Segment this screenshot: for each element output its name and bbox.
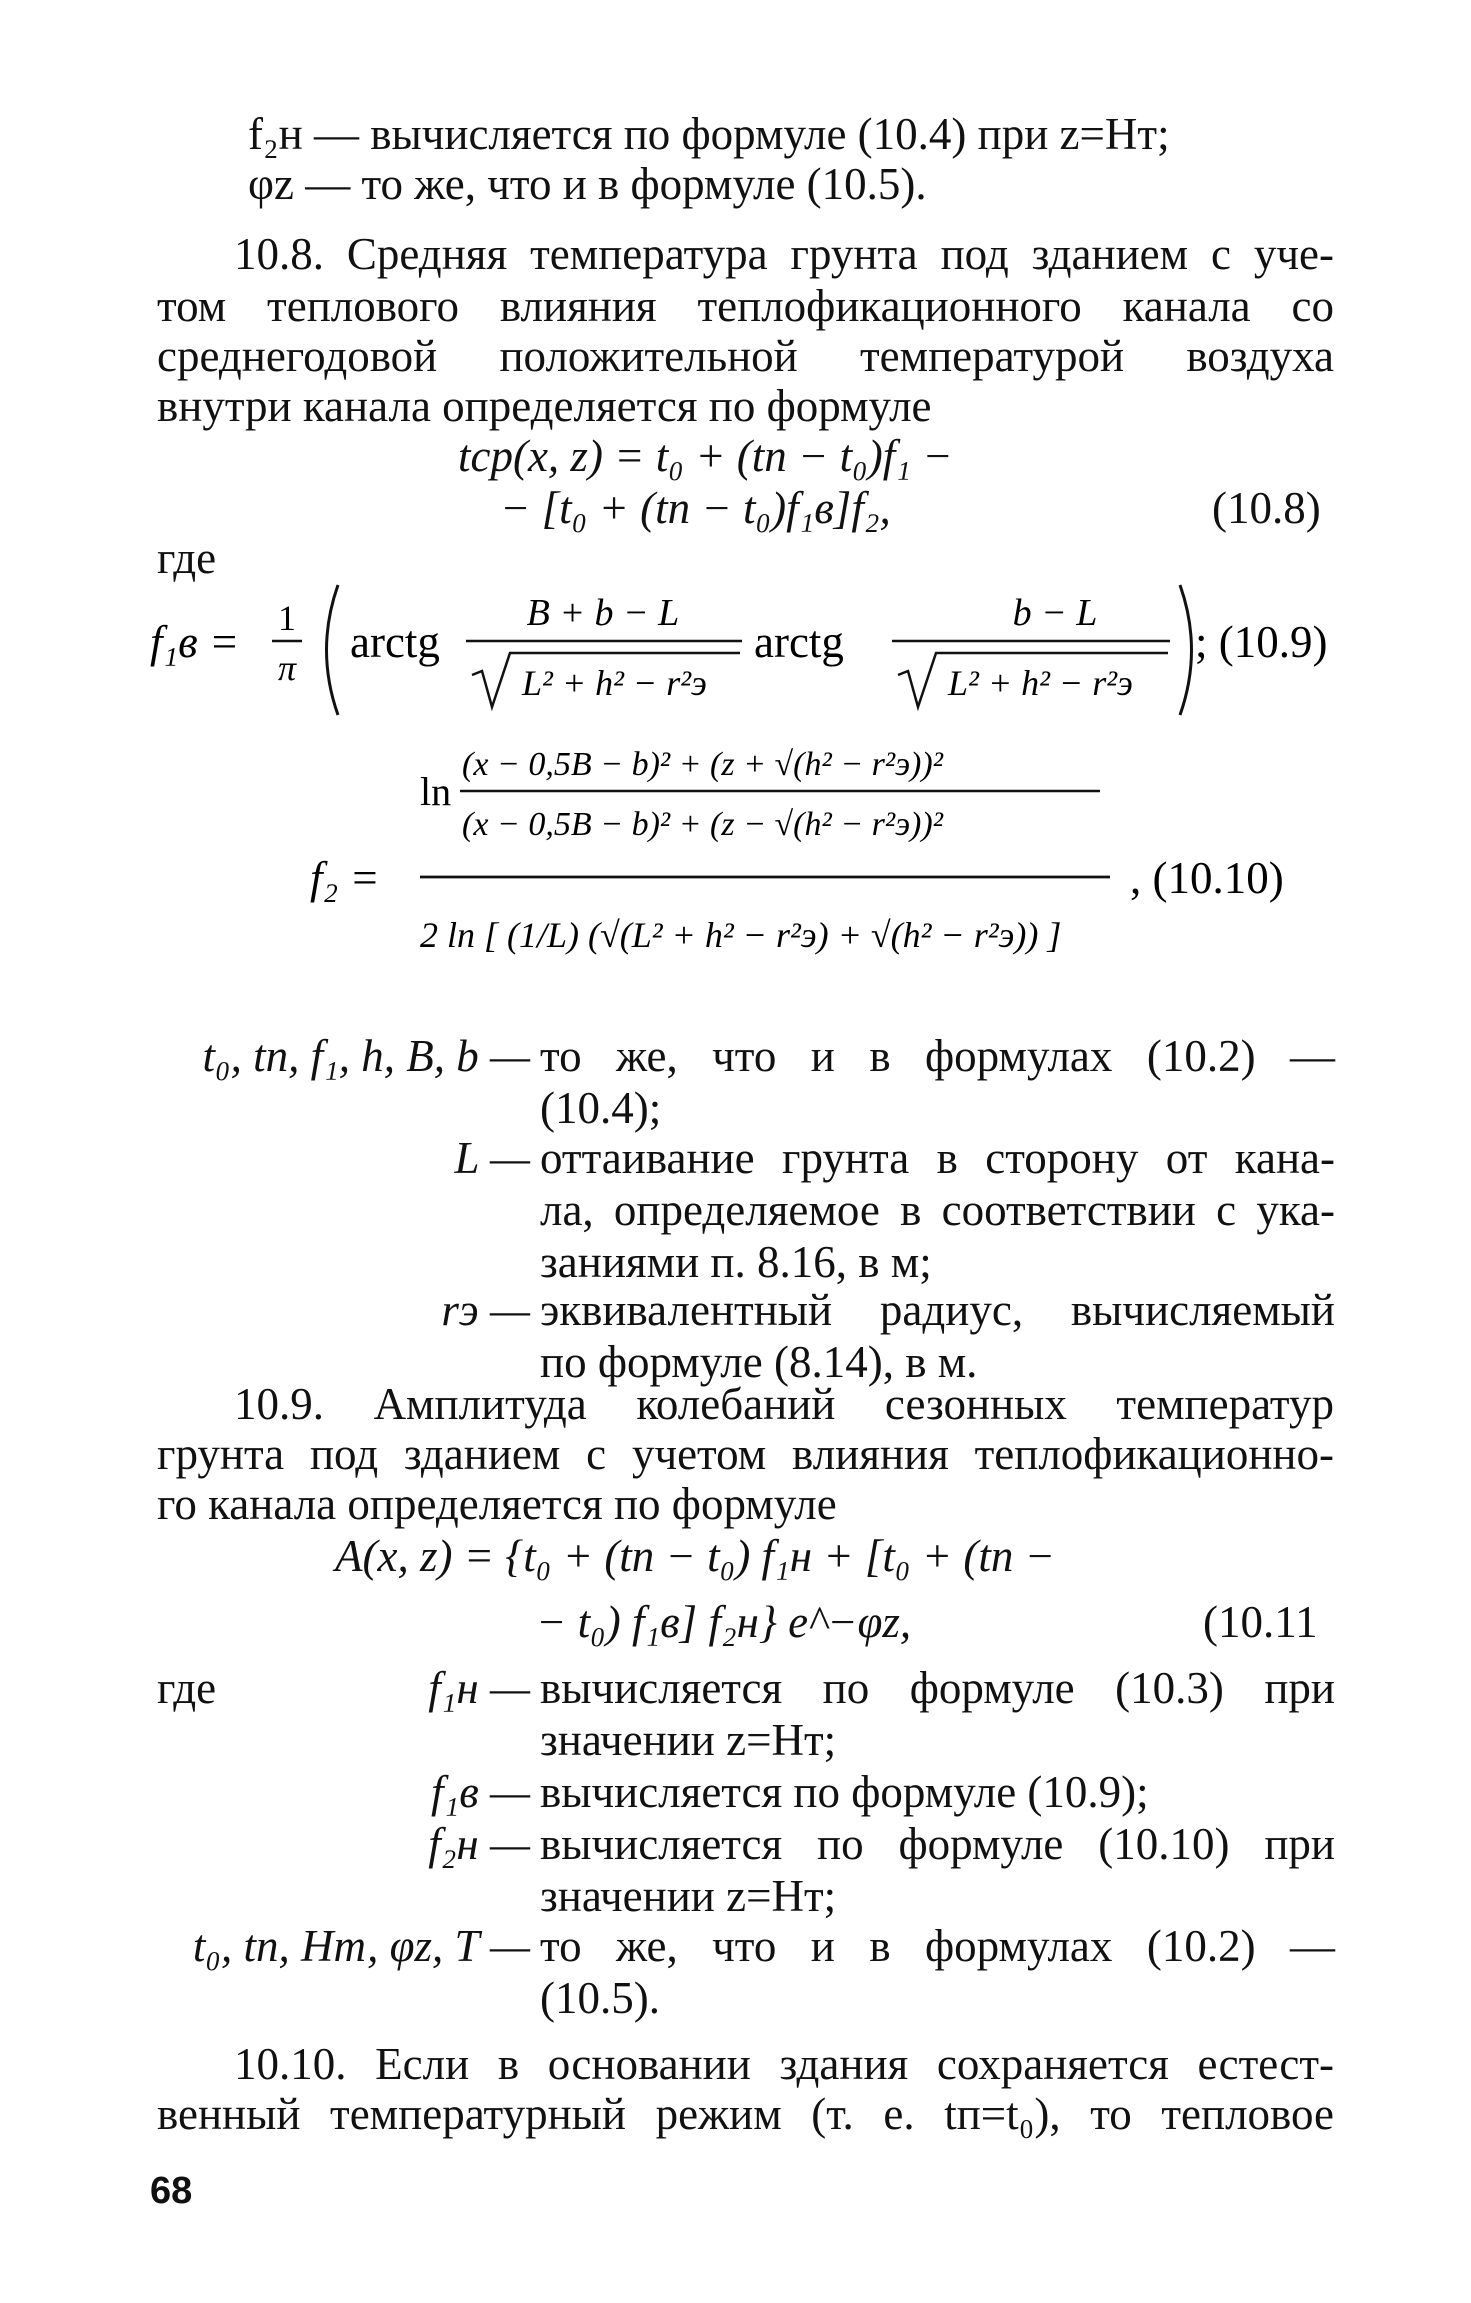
eq-10-10-denominator: 2 ln [ (1/L) (√(L² + h² − r²э) + √(h² − r²э)) ] <box>420 915 1062 955</box>
para-10-10-line-1: 10.10. Если в основании здания сохраняется естест- <box>234 2039 1334 2089</box>
def-symbol-r-e: rэ — <box>441 1285 530 1335</box>
eq-10-9-num-2: b − L <box>1012 592 1098 634</box>
eq-10-9-one: 1 <box>278 598 296 638</box>
def-text-f2n <box>540 1818 1335 1922</box>
def-text-f1n <box>540 1662 1335 1766</box>
page-number: 68 <box>150 2170 193 2212</box>
def-text-L <box>540 1132 1335 1288</box>
para-10-9-line-1: 10.9. Амплитуда колебаний сезонных температур <box>234 1379 1334 1429</box>
equation-number-10-8: (10.8) <box>1212 483 1321 533</box>
eq-10-10-lhs: f₂ = <box>310 853 380 903</box>
para-10-9-line-2: грунта под зданием с учетом влияния теплофикационно- <box>157 1429 1334 1479</box>
equation-10-11-line-1: A(x, z) = {t₀ + (tп − t₀) f₁н + [t₀ + (tп − <box>335 1531 1056 1581</box>
def-text-line: вычисляется по формуле (10.10) при <box>540 1819 1335 1869</box>
def-text-line: эквивалентный радиус, вычисляемый <box>540 1285 1335 1335</box>
para-10-10-line-2: венный температурный режим (т. е. tп=t₀), то тепловое <box>157 2089 1334 2139</box>
def-phi-z-line: φz — то же, что и в формуле (10.5). <box>248 159 927 209</box>
equation-number-10-9: ; (10.9) <box>1195 617 1328 667</box>
para-10-8-line-4: внутри канала определяется по формуле <box>157 381 932 431</box>
equation-10-9 <box>150 575 1350 725</box>
eq-10-9-den-2: L² + h² − r²э <box>948 663 1133 703</box>
eq-10-10-ln: ln <box>420 769 452 814</box>
def-text-line: (10.5). <box>540 1973 660 2023</box>
eq-10-9-arctg-2: arctg <box>754 617 844 667</box>
def-text-line: оттаивание грунта в сторону от кана- <box>540 1133 1335 1183</box>
eq-10-9-arctg-1: arctg <box>350 617 440 667</box>
def-symbol-f2n: f₂н — <box>428 1819 530 1869</box>
def-text-r-e <box>540 1284 1335 1388</box>
def-symbols-t0-tp-f1: t₀, tп, f₁, h, B, b — <box>202 1031 530 1081</box>
where-label-2: где <box>157 1663 217 1713</box>
eq-10-9-num-1: B + b − L <box>526 592 680 634</box>
def-text-line: значении z=Hт; <box>540 1871 837 1921</box>
equation-number-10-10: , (10.10) <box>1130 853 1284 903</box>
def-text-line: вычисляется по формуле (10.3) при <box>540 1663 1335 1713</box>
equation-number-10-11: (10.11 <box>1203 1597 1318 1647</box>
def-text-line: вычисляется по формуле (10.9); <box>540 1767 1149 1817</box>
def-text-line: заниями п. 8.16, в м; <box>540 1237 932 1287</box>
equation-10-8-line-1: tср(x, z) = t₀ + (tп − t₀)f₁ − <box>458 431 953 481</box>
def-text-line: то же, что и в формулах (10.2) — <box>540 1921 1335 1971</box>
para-10-8-line-3: среднегодовой положительной температурой воздуха <box>157 331 1334 381</box>
def-symbols-t0-tp-Ht: t₀, tп, Hт, φz, T — <box>192 1921 530 1971</box>
def-text-line: то же, что и в формулах (10.2) — <box>540 1031 1335 1081</box>
eq-10-9-lhs: f₁в = <box>150 617 240 667</box>
def-text-line: значении z=Hт; <box>540 1715 837 1765</box>
equation-10-8-line-2: − [t₀ + (tп − t₀)f₁в]f₂, <box>500 483 891 533</box>
para-10-8-line-2: том теплового влияния теплофикационного канала со <box>157 281 1334 331</box>
def-text-t0-tp-Ht <box>540 1920 1335 2024</box>
equation-10-11-line-2: − t₀) f₁в] f₂н} e^−φz, <box>536 1597 912 1647</box>
eq-10-10-num-bottom: (x − 0,5B − b)² + (z − √(h² − r²э))² <box>462 806 943 843</box>
def-text-line: ла, определяемое в соответствии с ука- <box>540 1185 1335 1235</box>
def-symbol-L: L — <box>454 1133 530 1183</box>
def-f2n-line: f₂н — вычисляется по формуле (10.4) при z=Hт; <box>248 109 1170 159</box>
def-text-line: по формуле (8.14), в м. <box>540 1337 978 1387</box>
def-text-t0-tp-f1 <box>540 1030 1335 1134</box>
eq-10-10-num-top: (x − 0,5B − b)² + (z + √(h² − r²э))² <box>462 746 943 783</box>
para-10-9-line-3: го канала определяется по формуле <box>157 1479 837 1529</box>
def-symbol-f1n: f₁н — <box>428 1663 530 1713</box>
eq-10-9-den-1: L² + h² − r²э <box>522 663 707 703</box>
eq-10-9-pi: π <box>277 648 297 688</box>
where-label-1: где <box>157 533 217 583</box>
equation-10-10 <box>310 735 1350 1010</box>
def-symbol-f1v: f₁в — <box>431 1767 530 1817</box>
def-text-line: (10.4); <box>540 1083 662 1133</box>
para-10-8-line-1: 10.8. Средняя температура грунта под зданием с уче- <box>234 229 1334 279</box>
def-text-f1v <box>540 1766 1335 1818</box>
